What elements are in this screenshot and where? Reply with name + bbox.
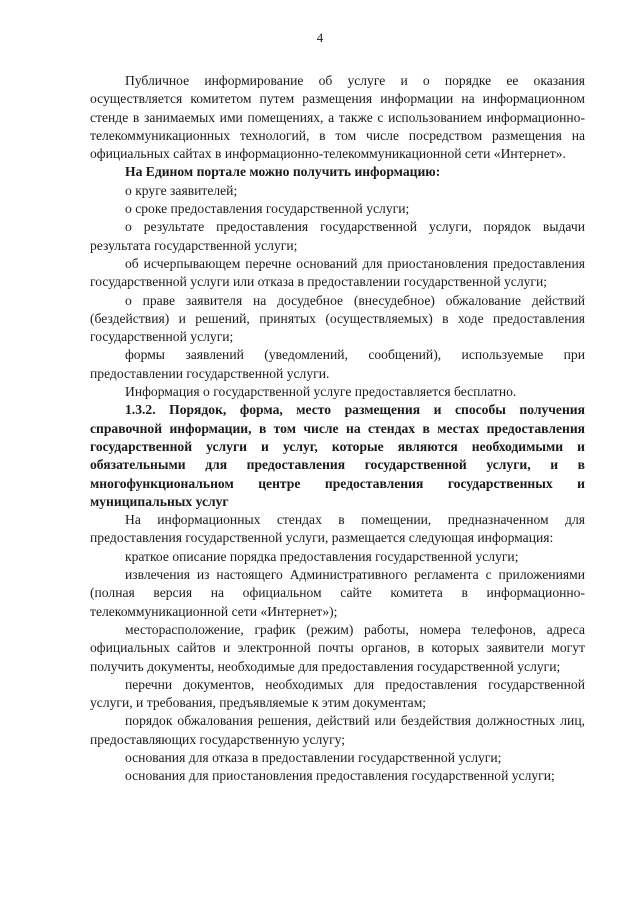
page-number: 4 bbox=[316, 30, 324, 45]
list-item: основания для отказа в предоставлении государственной услуги; bbox=[125, 749, 502, 765]
list-item: основания для приостановления предоставления государственной услуги; bbox=[125, 768, 555, 784]
list-item: формы заявлений (уведомлений, сообщений), используемые при предоставлении государственной услуги. bbox=[90, 347, 585, 381]
paragraph-portal-heading: На Едином портале можно получить информацию: bbox=[125, 164, 441, 180]
list-item: порядок обжалования решения, действий или бездействия должностных лиц, предоставляющих государственную услугу; bbox=[90, 713, 585, 747]
list-item: перечни документов, необходимых для предоставления государственной услуги, и требования, предъявляемые к этим документам; bbox=[90, 676, 585, 711]
paragraph-free-info: Информация о государственной услуге предоставляется бесплатно. bbox=[125, 384, 517, 400]
section-heading-1-3-2: 1.3.2. Порядок, форма, место размещения и способы получения справочной информации, в том числе на стендах в местах предоставления государственной услуги и услуг, которые являются необходимыми и обязательными для предоставления государственной услуги, и в многофункциональном центре предоставления государственных и муниципальных услуг bbox=[90, 402, 585, 509]
page-body bbox=[90, 72, 585, 786]
paragraph-stands: На информационных стендах в помещении, предназначенном для предоставления государственной услуги, размещается следующая информация: bbox=[90, 512, 585, 546]
paragraph-public-informing: Публичное информирование об услуге и о порядке ее оказания осуществляется комитетом путем размещения информации на информационном стенде в занимаемых ими помещениях, а также с использованием информационно-телекоммуникационных технологий, в том числе посредством размещения на официальных сайтах в информационно-телекоммуникационной сети «Интернет». bbox=[90, 73, 585, 162]
list-item: о праве заявителя на досудебное (внесудебное) обжалование действий (бездействия) и решений, принятых (осуществляемых) в ходе предоставления государственной услуги; bbox=[90, 292, 585, 345]
list-item: краткое описание порядка предоставления государственной услуги; bbox=[125, 548, 519, 564]
list-item: о круге заявителей; bbox=[125, 182, 238, 198]
list-item: о сроке предоставления государственной услуги; bbox=[125, 201, 410, 217]
list-item: об исчерпывающем перечне оснований для приостановления предоставления государственной услуги или отказа в предоставлении государственной услуги; bbox=[90, 255, 585, 290]
list-item: месторасположение, график (режим) работы, номера телефонов, адреса официальных сайтов и электронной почты органов, в которых заявители могут получить документы, необходимые для предоставления государственной услуги; bbox=[90, 621, 585, 674]
list-item: извлечения из настоящего Административного регламента с приложениями (полная версия на официальном сайте комитета в информационно-телекоммуникационной сети «Интернет»); bbox=[90, 567, 585, 619]
list-item: о результате предоставления государственной услуги, порядок выдачи результата государственной услуги; bbox=[90, 219, 585, 253]
